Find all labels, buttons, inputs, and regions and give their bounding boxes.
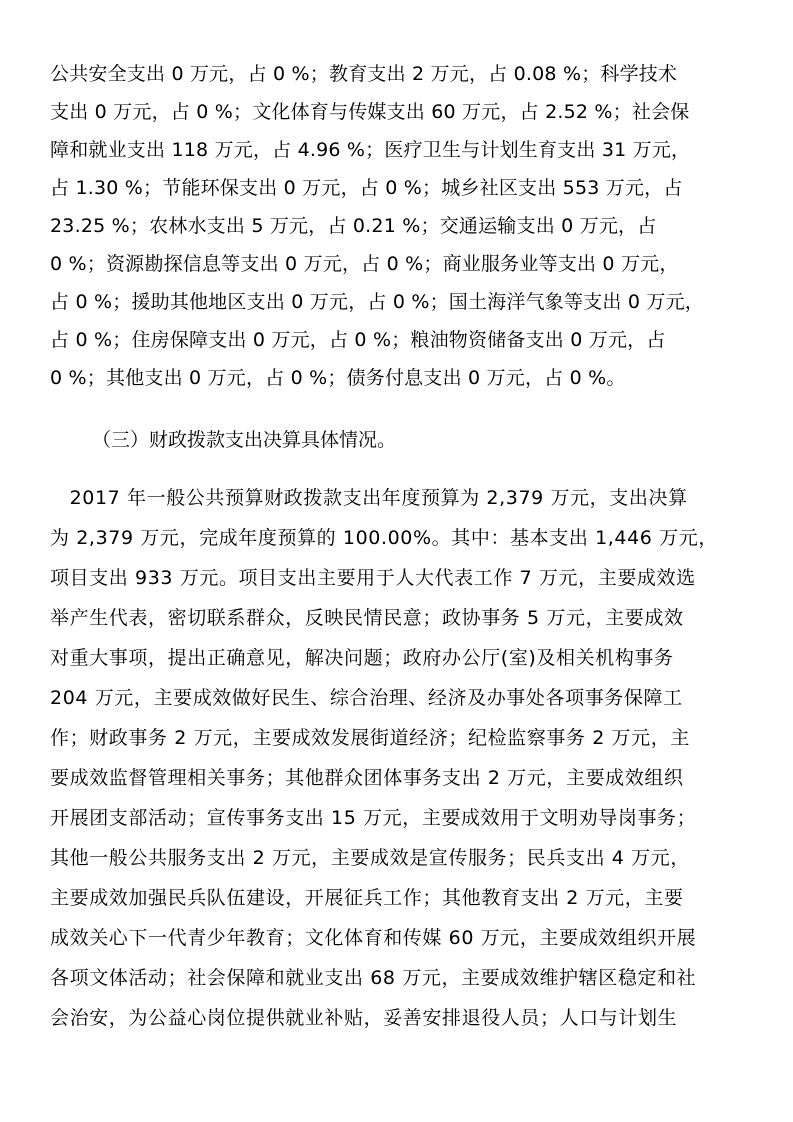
paragraph-line: 0 %；资源勘探信息等支出 0 万元，占 0 %；商业服务业等支出 0 万元， [50, 253, 679, 275]
paragraph-line: 2017 年一般公共预算财政拨款支出年度预算为 2,379 万元，支出决算 [50, 487, 688, 509]
paragraph-line: 成效关心下一代青少年教育；文化体育和传媒 60 万元，主要成效组织开展 [50, 927, 697, 949]
paragraph-line: 障和就业支出 118 万元，占 4.96 %；医疗卫生与计划生育支出 31 万元， [50, 139, 691, 161]
paragraph-line: 作；财政事务 2 万元，主要成效发展街道经济；纪检监察事务 2 万元，主 [50, 727, 690, 749]
paragraph-line: 占 1.30 %；节能环保支出 0 万元，占 0 %；城乡社区支出 553 万元，占 [50, 177, 683, 199]
paragraph-line: 项目支出 933 万元。项目支出主要用于人大代表工作 7 万元，主要成效选 [50, 567, 696, 589]
paragraph-line: 会治安，为公益心岗位提供就业补贴，妥善安排退役人员；人口与计划生 [50, 1007, 678, 1029]
paragraph-line: 举产生代表，密切联系群众，反映民情民意；政协事务 5 万元，主要成效 [50, 607, 684, 629]
paragraph-line: 各项文体活动；社会保障和就业支出 68 万元，主要成效维护辖区稳定和社 [50, 967, 697, 989]
paragraph-line: 23.25 %；农林水支出 5 万元，占 0.21 %；交通运输支出 0 万元，占 [50, 215, 657, 237]
paragraph-line: 为 2,379 万元，完成年度预算的 100.00%。其中：基本支出 1,446 万元， [50, 527, 718, 549]
paragraph-line: 对重大事项，提出正确意见，解决问题；政府办公厅(室)及相关机构事务 [50, 647, 674, 669]
paragraph-line: 开展团支部活动；宣传事务支出 15 万元，主要成效用于文明劝导岗事务； [50, 807, 697, 829]
paragraph-line: 204 万元，主要成效做好民生、综合治理、经济及办事处各项事务保障工 [50, 687, 683, 709]
paragraph-line: 占 0 %；援助其他地区支出 0 万元，占 0 %；国土海洋气象等支出 0 万元， [50, 291, 704, 313]
section-heading: （三）财政拨款支出决算具体情况。 [92, 429, 397, 451]
paragraph-line: 公共安全支出 0 万元，占 0 %；教育支出 2 万元，占 0.08 %；科学技术 [50, 63, 678, 85]
paragraph-line: 其他一般公共服务支出 2 万元，主要成效是宣传服务；民兵支出 4 万元， [50, 847, 690, 869]
paragraph-line: 主要成效加强民兵队伍建设，开展征兵工作；其他教育支出 2 万元，主要 [50, 887, 684, 909]
paragraph-line: 占 0 %；住房保障支出 0 万元，占 0 %；粮油物资储备支出 0 万元，占 [50, 329, 666, 351]
paragraph-line: 要成效监督管理相关事务；其他群众团体事务支出 2 万元，主要成效组织 [50, 767, 684, 789]
paragraph-line: 0 %；其他支出 0 万元，占 0 %；债务付息支出 0 万元，占 0 %。 [50, 367, 626, 389]
paragraph-line: 支出 0 万元，占 0 %；文化体育与传媒支出 60 万元，占 2.52 %；社会保 [50, 101, 690, 123]
